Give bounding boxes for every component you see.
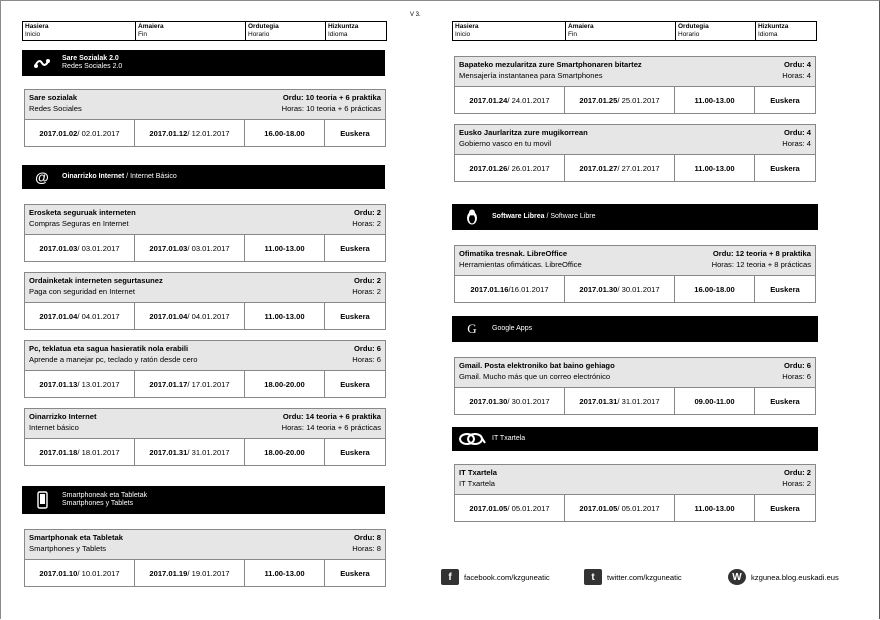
course-card: Eusko Jaurlaritza zure mugikorrean Gobierno vasco en tu movil Ordu: 4 Horas: 4 2017.01.26 / 26.01.2017 2017.01.27 / 27.01.2017 11.00-13.00 Euskera — [454, 124, 816, 182]
header-col-start: Hasiera Inicio — [453, 22, 566, 40]
google-icon: G — [467, 321, 477, 336]
course-card: Ofimatika tresnak. LibreOffice Herramientas ofimáticas. LibreOffice Ordu: 12 teoria + 8 praktika Horas: 12 teoria + 8 prácticas 2017.01.16 /16.01.2017 2017.01.30 / 30.01.2017 16.00-18.00 Euskera — [454, 245, 816, 303]
version-label: V 3. — [410, 12, 421, 18]
section-band-software-librea: Software Librea / Software Libre — [452, 204, 818, 230]
section-band-sare-sozialak: Sare Sozialak 2.0 Redes Sociales 2.0 — [22, 50, 385, 76]
header-col-language: Hizkuntza Idioma — [328, 23, 359, 38]
txartela-icon — [452, 432, 492, 446]
penguin-icon — [452, 209, 492, 225]
twitter-icon: t — [584, 569, 602, 585]
blog-link-text[interactable]: kzgunea.blog.euskadi.eus — [751, 572, 839, 582]
facebook-icon: f — [441, 569, 459, 585]
header-col-time: Ordutegia Horario — [246, 22, 326, 40]
footer-twitter-link[interactable] — [584, 569, 682, 585]
header-col-end: Amaiera Fin — [566, 22, 676, 40]
course-card: Pc, teklatua eta sagua hasieratik nola erabili Aprende a manejar pc, teclado y ratón desde cero Ordu: 6 Horas: 6 2017.01.13 / 13.01.2017 2017.01.17 / 17.01.2017 18.00-20.00 Euskera — [24, 340, 386, 398]
section-band-oinarrizko-internet: @ Oinarrizko Internet / Internet Básico — [22, 165, 385, 189]
wordpress-icon: W — [728, 569, 746, 585]
section-band-smartphoneak: Smartphoneak eta Tabletak Smartphones y Tablets — [22, 486, 385, 514]
course-card: Sare sozialak Redes Sociales Ordu: 10 teoria + 6 praktika Horas: 10 teoria + 6 prácticas 2017.01.02 / 02.01.2017 2017.01.12 / 12.01.2017 16.00-18.00 Euskera — [24, 89, 386, 147]
course-card: Gmail. Posta elektroniko bat baino gehiago Gmail. Mucho más que un correo electrónico Ordu: 6 Horas: 6 2017.01.30 / 30.01.2017 2017.01.31 / 31.01.2017 09.00-11.00 Euskera — [454, 357, 816, 415]
course-card: IT Txartela IT Txartela Ordu: 2 Horas: 2 2017.01.05 / 05.01.2017 2017.01.05 / 05.01.2017 11.00-13.00 Euskera — [454, 464, 816, 522]
header-col-end: Amaiera Fin — [136, 22, 246, 40]
section-band-it-txartela: IT Txartela — [452, 427, 818, 451]
schedule-header-left — [22, 21, 387, 41]
at-icon: @ — [35, 169, 49, 185]
phone-icon — [22, 491, 62, 509]
course-card: Erosketa seguruak interneten Compras Seguras en Internet Ordu: 2 Horas: 2 2017.01.03 / 03.01.2017 2017.01.03 / 03.01.2017 11.00-13.00 Euskera — [24, 204, 386, 262]
course-card: Smartphonak eta Tabletak Smartphones y Tablets Ordu: 8 Horas: 8 2017.01.10 / 10.01.2017 2017.01.19 / 19.01.2017 11.00-13.00 Euskera — [24, 529, 386, 587]
facebook-link-text[interactable]: facebook.com/kzguneatic — [464, 572, 550, 582]
course-card: Bapateko mezularitza zure Smartphonaren bitartez Mensajería instantanea para Smartphones Ordu: 4 Horas: 4 2017.01.24 / 24.01.2017 2017.01.25 / 25.01.2017 11.00-13.00 Euskera — [454, 56, 816, 114]
twitter-link-text[interactable]: twitter.com/kzguneatic — [607, 572, 682, 582]
footer-facebook-link[interactable] — [441, 569, 550, 585]
header-col-language: Hizkuntza Idioma — [758, 23, 789, 38]
share-icon — [22, 58, 62, 68]
course-card: Oinarrizko Internet Internet básico Ordu: 14 teoria + 6 praktika Horas: 14 teoria + 6 prácticas 2017.01.18 / 18.01.2017 2017.01.31 / 31.01.2017 18.00-20.00 Euskera — [24, 408, 386, 466]
header-col-start: Hasiera Inicio — [23, 22, 136, 40]
section-band-google-apps: G Google Apps — [452, 316, 818, 342]
footer-blog-link[interactable] — [728, 569, 839, 585]
course-card: Ordainketak interneten segurtasunez Paga con seguridad en Internet Ordu: 2 Horas: 2 2017.01.04 / 04.01.2017 2017.01.04 / 04.01.2017 11.00-13.00 Euskera — [24, 272, 386, 330]
schedule-header-right — [452, 21, 817, 41]
header-col-time: Ordutegia Horario — [676, 22, 756, 40]
